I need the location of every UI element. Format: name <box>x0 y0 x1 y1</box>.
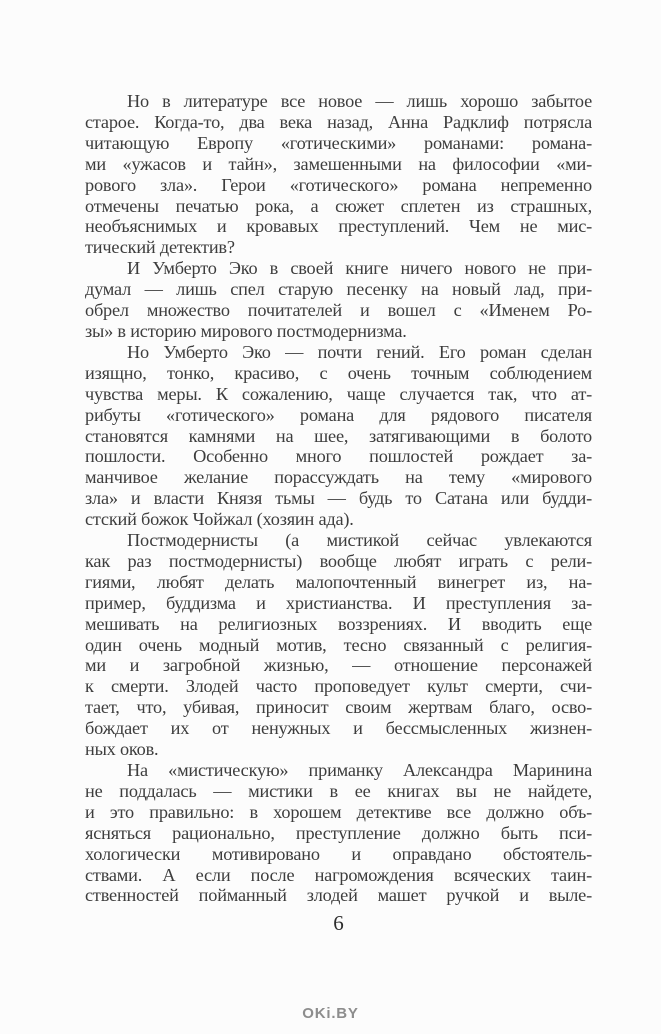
text-line: зы» в историю мирового постмодернизма. <box>85 320 407 341</box>
watermark-label: OKi.BY <box>302 1005 359 1022</box>
text-line: хологически мотивировано и оправдано обстоятель- <box>85 843 592 864</box>
text-line: тический детектив? <box>85 237 235 258</box>
text-line: изящно, тонко, красиво, с очень точным соблюдением <box>85 362 592 383</box>
text-block <box>85 91 592 906</box>
text-line: обрел множество почитателей и вошел с «Именем Ро- <box>85 300 592 321</box>
text-line: один очень модный мотив, тесно связанный с религия- <box>85 634 592 655</box>
text-line: пошлости. Особенно много пошлостей рождает за- <box>85 446 592 467</box>
text-line: На «мистическую» приманку Александра Маринина <box>127 760 592 780</box>
text-line: И Умберто Эко в своей книге ничего нового не при- <box>127 258 592 279</box>
text-line: необъяснимых и кровавых преступлений. Чем не мис- <box>85 216 592 237</box>
text-line: манчивое желание порассуждать на тему «мирового <box>85 467 592 488</box>
text-line: думал — лишь спел старую песенку на новый лад, при- <box>85 279 592 300</box>
text-line: мешивать на религиозных воззрениях. И вводить еще <box>85 613 592 634</box>
text-line: ясняться рационально, преступление должно быть пси- <box>85 822 592 843</box>
text-line: Постмодернисты (а мистикой сейчас увлекаются <box>127 530 592 551</box>
text-line: тает, что, убивая, приносит своим жертвам благо, осво- <box>85 697 592 718</box>
text-line: гиями, любят делать малопочтенный винегрет из, на- <box>85 571 592 592</box>
text-line: Но Умберто Эко — почти гений. Его роман сделан <box>127 341 592 362</box>
text-line: рового зла». Герои «готического» романа непременно <box>85 174 592 195</box>
text-line: не поддалась — мистики в ее книгах вы не найдете, <box>85 780 592 801</box>
text-line: старое. Когда-то, два века назад, Анна Радклиф потрясла <box>85 111 592 132</box>
paragraph <box>85 530 592 760</box>
text-line: ми «ужасов и тайн», замешенными на философии «ми- <box>85 153 592 174</box>
text-line: пример, буддизма и христианства. И преступления за- <box>85 592 592 613</box>
page-number: 6 <box>333 911 344 935</box>
text-line: чувства меры. К сожалению, чаще случается так, что ат- <box>85 383 592 404</box>
text-line: ных оков. <box>85 739 159 760</box>
text-line: ми и загробной жизнью, — отношение персонажей <box>85 655 592 676</box>
paragraph <box>85 258 592 342</box>
paragraph <box>85 91 592 258</box>
text-line: как раз постмодернисты) вообще любят играть с рели- <box>85 550 592 571</box>
paragraph <box>85 342 592 530</box>
paragraph <box>85 760 592 906</box>
text-line: зла» и власти Князя тьмы — будь то Сатана или будди- <box>85 488 592 509</box>
text-line: отмечены печатью рока, а сюжет сплетен из страшных, <box>85 195 592 216</box>
text-line: к смерти. Злодей часто проповедует культ смерти, счи- <box>85 676 592 697</box>
text-line: рибуты «готического» романа для рядового писателя <box>85 404 592 425</box>
text-line: стский божок Чойжал (хозяин ада). <box>85 509 354 530</box>
text-line: читающую Европу «готическими» романами: романа- <box>85 132 592 153</box>
text-line: ственностей пойманный злодей машет ручкой и выле- <box>85 885 592 906</box>
text-line: и это правильно: в хорошем детективе все должно объ- <box>85 801 592 822</box>
text-line: Но в литературе все новое — лишь хорошо забытое <box>127 91 592 111</box>
text-line: становятся камнями на шее, затягивающими в болото <box>85 425 592 446</box>
text-line: бождает их от ненужных и бессмысленных жизнен- <box>85 718 592 739</box>
text-line: ствами. А если после нагромождения всяческих таин- <box>85 864 592 885</box>
